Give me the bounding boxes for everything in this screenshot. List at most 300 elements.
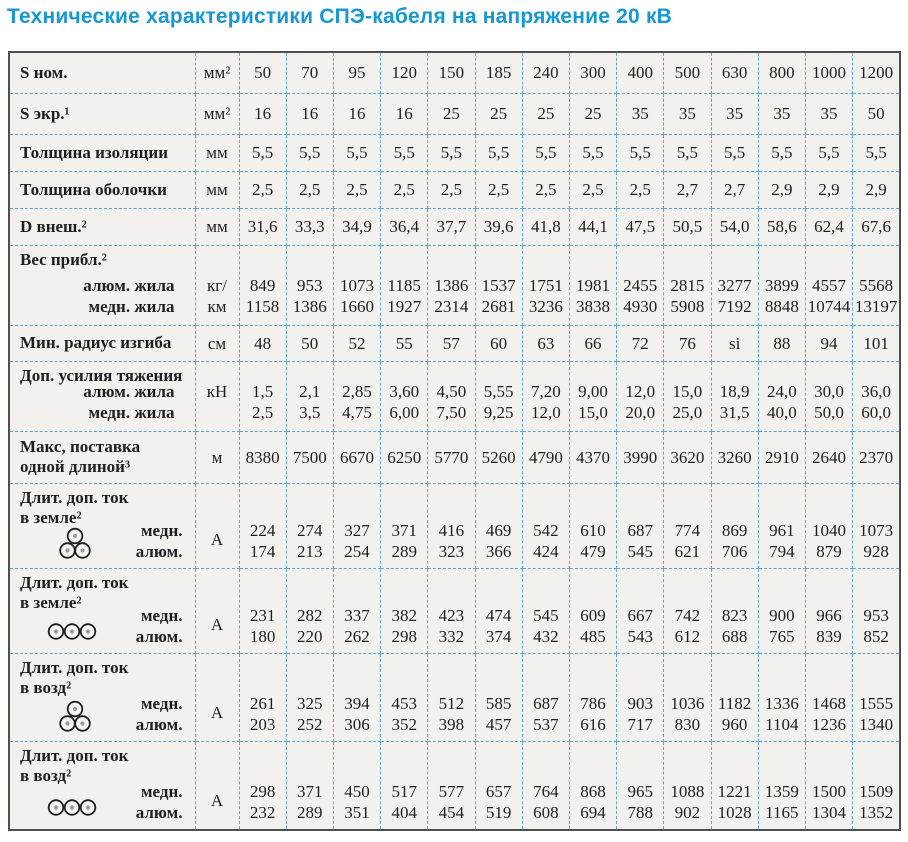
value-cell xyxy=(475,431,522,483)
cell-value: 1221 xyxy=(717,782,752,801)
value-cell xyxy=(853,741,900,830)
value-cell xyxy=(475,568,522,653)
cell-value: 262 xyxy=(344,626,370,646)
cell-value: 2,7 xyxy=(724,180,746,199)
value-cell xyxy=(286,171,333,208)
parameter-label-cell xyxy=(9,431,195,483)
value-cell xyxy=(428,93,475,134)
cell-value: 300 xyxy=(580,63,606,83)
value-cell xyxy=(333,93,380,134)
value-cell xyxy=(381,741,428,830)
value-cell xyxy=(853,245,900,325)
value-cell xyxy=(333,245,380,325)
cell-value: 469 xyxy=(485,520,512,540)
table-row xyxy=(9,171,900,208)
cell-value: 485 xyxy=(580,626,606,646)
parameter-sublabels xyxy=(10,781,195,823)
value-cell xyxy=(428,653,475,741)
cell-value: 306 xyxy=(344,714,370,734)
parameter-sublabels xyxy=(10,605,195,647)
cell-value: 764 xyxy=(533,782,559,801)
cell-value: 545 xyxy=(627,541,653,561)
value-cell xyxy=(428,171,475,208)
cell-value: 774 xyxy=(674,520,701,540)
value-cell xyxy=(853,568,900,653)
parameter-label: в земле² xyxy=(20,507,82,527)
cell-value: 3,5 xyxy=(299,402,321,422)
parameter-label: D внеш.² xyxy=(20,216,87,236)
cell-value: 2314 xyxy=(434,296,469,316)
parameter-label-cell xyxy=(9,568,195,653)
cell-value: 18,9 xyxy=(719,381,750,401)
cell-value: 382 xyxy=(391,605,417,625)
value-cell xyxy=(522,93,569,134)
value-cell xyxy=(711,208,758,245)
table-row xyxy=(9,325,900,361)
value-cell xyxy=(522,325,569,361)
cell-value: 327 xyxy=(344,520,370,540)
parameter-label: Длит. доп. ток xyxy=(20,745,129,765)
cell-value: 54,0 xyxy=(719,217,750,236)
cell-value: 2,9 xyxy=(865,180,887,199)
cell-value: 404 xyxy=(391,803,417,822)
cell-value: 500 xyxy=(674,63,701,83)
parameter-label-cell xyxy=(9,361,195,431)
cell-value: 2,1 xyxy=(299,381,321,401)
unit-cell xyxy=(195,653,239,741)
cell-value: 1468 xyxy=(812,693,847,713)
cell-value: 1073 xyxy=(340,275,374,295)
table-row xyxy=(9,134,900,171)
cell-value: 519 xyxy=(485,803,512,822)
cell-value: 1555 xyxy=(859,693,894,713)
cell-value: 2910 xyxy=(764,447,799,467)
value-cell xyxy=(805,325,852,361)
value-cell xyxy=(428,245,475,325)
parameter-label: Толщина оболочки xyxy=(20,179,167,199)
unit-label xyxy=(196,402,239,423)
value-cell xyxy=(853,52,900,93)
value-cell xyxy=(853,325,900,361)
cell-value: 66 xyxy=(584,333,602,353)
cell-value: 612 xyxy=(674,626,701,646)
value-cell xyxy=(381,208,428,245)
cell-value: 94 xyxy=(820,333,838,353)
cell-value: 1751 xyxy=(528,275,563,295)
value-cell xyxy=(758,741,805,830)
cell-value: 1660 xyxy=(340,296,374,316)
value-cell xyxy=(428,208,475,245)
cell-value: 7,50 xyxy=(436,402,467,422)
cell-value: 5,5 xyxy=(724,143,746,162)
unit-cell xyxy=(195,568,239,653)
cell-value: 788 xyxy=(627,803,653,822)
cell-value: 2,5 xyxy=(582,180,604,199)
table-row xyxy=(9,52,900,93)
cable-spec-table xyxy=(8,51,901,831)
cell-value: 1182 xyxy=(717,693,752,713)
parameter-sublabel: алюм. жила xyxy=(83,275,175,295)
cell-value: 5,5 xyxy=(346,143,368,162)
cell-value: 1386 xyxy=(292,296,327,316)
value-cell xyxy=(428,52,475,93)
cell-value: 25 xyxy=(584,104,602,123)
parameter-sublabel: медн. xyxy=(140,693,183,713)
cell-value: 6250 xyxy=(387,447,422,467)
cell-value: 6670 xyxy=(340,447,374,467)
unit-label: кН xyxy=(206,381,228,401)
cell-value: 325 xyxy=(297,693,323,713)
value-cell xyxy=(569,653,616,741)
cell-value: 289 xyxy=(391,541,417,561)
cell-value: 351 xyxy=(344,803,370,822)
value-cell xyxy=(475,134,522,171)
cell-value: 457 xyxy=(485,714,512,734)
value-cell xyxy=(522,431,569,483)
value-cell xyxy=(758,52,805,93)
cell-value: 332 xyxy=(438,626,465,646)
value-cell xyxy=(239,741,286,830)
cell-value: 58,6 xyxy=(766,217,797,236)
value-cell xyxy=(805,361,852,431)
value-cell xyxy=(711,52,758,93)
cell-value: 966 xyxy=(816,605,842,625)
parameter-sublabel: медн. xyxy=(140,520,183,540)
cell-value: 60 xyxy=(490,333,508,353)
value-cell xyxy=(286,93,333,134)
cell-value: 2,5 xyxy=(629,180,651,199)
cell-value: 231 xyxy=(249,605,276,625)
value-cell xyxy=(428,431,475,483)
value-cell xyxy=(711,325,758,361)
cell-value: 453 xyxy=(391,693,417,713)
cell-value: 5,5 xyxy=(535,143,557,162)
value-cell xyxy=(286,431,333,483)
cell-value: 48 xyxy=(254,333,272,353)
cell-value: 7,20 xyxy=(530,381,561,401)
cell-value: 323 xyxy=(438,541,465,561)
cell-value: 4790 xyxy=(528,447,563,467)
cell-value: 6,00 xyxy=(389,402,420,422)
cell-value: 371 xyxy=(297,782,323,801)
cell-value: 1028 xyxy=(717,803,752,822)
value-cell xyxy=(617,741,664,830)
cell-value: 289 xyxy=(297,803,323,822)
cell-value: 2681 xyxy=(481,296,516,316)
value-cell xyxy=(475,361,522,431)
unit-cell xyxy=(195,208,239,245)
value-cell xyxy=(522,361,569,431)
cell-value: 5,5 xyxy=(251,143,274,162)
value-cell xyxy=(758,134,805,171)
cell-value: 5,5 xyxy=(865,143,887,162)
cell-value: 24,0 xyxy=(766,381,797,401)
cell-value: 2,5 xyxy=(251,402,274,422)
parameter-label: в земле² xyxy=(20,592,82,612)
parameter-label-cell xyxy=(9,208,195,245)
cell-value: 374 xyxy=(485,626,512,646)
cell-value: 2,5 xyxy=(487,180,510,199)
cell-value: 794 xyxy=(769,541,795,561)
value-cell xyxy=(664,483,711,568)
value-cell xyxy=(569,134,616,171)
value-cell xyxy=(428,325,475,361)
value-cell xyxy=(617,361,664,431)
value-cell xyxy=(805,93,852,134)
value-cell xyxy=(617,245,664,325)
value-cell xyxy=(853,653,900,741)
cell-value: 35 xyxy=(820,104,838,123)
unit-label: мм xyxy=(206,217,228,236)
cell-value: 5,5 xyxy=(440,143,463,162)
cell-value: 63 xyxy=(537,333,555,353)
table-row xyxy=(9,483,900,568)
value-cell xyxy=(711,568,758,653)
parameter-label: Длит. доп. ток xyxy=(20,487,129,507)
cell-value: 454 xyxy=(438,803,465,822)
value-cell xyxy=(333,483,380,568)
value-cell xyxy=(758,653,805,741)
value-cell xyxy=(664,431,711,483)
cell-value: 2,5 xyxy=(535,180,557,199)
cell-value: 25,0 xyxy=(672,402,703,422)
parameter-label: S экр.¹ xyxy=(20,103,70,123)
value-cell xyxy=(333,52,380,93)
parameter-label: Мин. радиус изгиба xyxy=(20,333,172,352)
cell-value: 3236 xyxy=(528,296,563,316)
value-cell xyxy=(475,741,522,830)
value-cell xyxy=(805,52,852,93)
value-cell xyxy=(664,741,711,830)
cell-value: 34,9 xyxy=(342,217,372,236)
value-cell xyxy=(286,325,333,361)
parameter-label: одной длиной³ xyxy=(20,457,131,476)
cell-value: 800 xyxy=(769,63,795,83)
cell-value: 902 xyxy=(674,803,701,822)
unit-label: м xyxy=(211,447,223,467)
cell-value: 687 xyxy=(627,520,653,540)
parameter-sublabel: алюм. xyxy=(135,541,183,561)
cell-value: 1104 xyxy=(765,714,799,734)
value-cell xyxy=(805,568,852,653)
cell-value: 839 xyxy=(816,626,842,646)
cell-value: 1088 xyxy=(670,782,705,801)
value-cell xyxy=(711,483,758,568)
value-cell xyxy=(381,483,428,568)
cell-value: 366 xyxy=(485,541,512,561)
value-cell xyxy=(853,134,900,171)
cell-value: 224 xyxy=(249,520,276,540)
cell-value: 30,0 xyxy=(814,381,844,401)
value-cell xyxy=(805,483,852,568)
cell-value: 1236 xyxy=(812,714,847,734)
cell-value: 542 xyxy=(533,520,559,540)
value-cell xyxy=(805,171,852,208)
cell-value: 2,5 xyxy=(299,180,321,199)
cell-value: 2,5 xyxy=(251,180,274,199)
value-cell xyxy=(475,245,522,325)
cell-value: 1036 xyxy=(670,693,705,713)
cell-value: 16 xyxy=(348,104,366,123)
cell-value: 62,4 xyxy=(814,217,844,236)
cell-value: 416 xyxy=(438,520,465,540)
value-cell xyxy=(617,483,664,568)
unit-label: км xyxy=(207,296,227,316)
cell-value: 742 xyxy=(674,605,701,625)
value-cell xyxy=(664,52,711,93)
cell-value: 33,3 xyxy=(294,217,325,236)
value-cell xyxy=(475,325,522,361)
value-cell xyxy=(617,52,664,93)
cell-value: 1158 xyxy=(245,296,280,316)
cell-value: 76 xyxy=(678,333,696,353)
cell-value: 240 xyxy=(533,63,559,83)
value-cell xyxy=(475,171,522,208)
unit-cell xyxy=(195,93,239,134)
value-cell xyxy=(664,134,711,171)
value-cell xyxy=(711,741,758,830)
cell-value: 35 xyxy=(678,104,696,123)
cell-value: 4557 xyxy=(812,275,847,295)
parameter-label-cell xyxy=(9,741,195,830)
cell-value: 1304 xyxy=(812,803,847,822)
cell-value: 4,75 xyxy=(342,402,372,422)
cell-value: 610 xyxy=(580,520,606,540)
parameter-label: S ном. xyxy=(20,62,68,82)
value-cell xyxy=(522,245,569,325)
cell-value: 120 xyxy=(391,63,417,83)
cell-value: si xyxy=(728,333,741,353)
cell-value: 220 xyxy=(297,626,323,646)
value-cell xyxy=(428,134,475,171)
cell-value: 39,6 xyxy=(483,217,514,236)
value-cell xyxy=(239,568,286,653)
cell-value: 2,5 xyxy=(440,180,463,199)
cell-value: 3899 xyxy=(764,275,799,295)
value-cell xyxy=(286,208,333,245)
cell-value: 2,9 xyxy=(771,180,793,199)
cell-value: 5,5 xyxy=(818,143,840,162)
cell-value: 13197 xyxy=(854,296,898,316)
cell-value: 150 xyxy=(438,63,465,83)
cell-value: 2,5 xyxy=(346,180,368,199)
value-cell xyxy=(381,171,428,208)
cell-value: 2,85 xyxy=(342,381,372,401)
cell-value: 1073 xyxy=(859,520,894,540)
value-cell xyxy=(522,208,569,245)
cell-value: 31,5 xyxy=(719,402,750,422)
value-cell xyxy=(522,741,569,830)
cell-value: 1000 xyxy=(812,63,847,83)
value-cell xyxy=(711,431,758,483)
value-cell xyxy=(758,325,805,361)
value-cell xyxy=(569,171,616,208)
parameter-sublabel: медн. жила xyxy=(88,402,175,422)
cell-value: 5,5 xyxy=(771,143,793,162)
value-cell xyxy=(569,431,616,483)
cell-value: 16 xyxy=(254,104,272,123)
parameter-sublabel: алюм. жила xyxy=(83,381,175,401)
cell-value: 517 xyxy=(391,782,417,801)
value-cell xyxy=(664,93,711,134)
value-cell xyxy=(569,325,616,361)
value-cell xyxy=(333,431,380,483)
value-cell xyxy=(239,483,286,568)
cell-value: 40,0 xyxy=(766,402,797,422)
value-cell xyxy=(805,245,852,325)
value-cell xyxy=(805,208,852,245)
value-cell xyxy=(286,653,333,741)
cell-value: 8848 xyxy=(764,296,799,316)
cell-value: 3620 xyxy=(670,447,705,467)
cell-value: 823 xyxy=(721,605,748,625)
cell-value: 232 xyxy=(249,803,276,822)
value-cell xyxy=(428,568,475,653)
table-row xyxy=(9,93,900,134)
value-cell xyxy=(758,208,805,245)
cell-value: 621 xyxy=(674,541,701,561)
cell-value: 879 xyxy=(816,541,842,561)
value-cell xyxy=(711,134,758,171)
cell-value: 5,5 xyxy=(299,143,321,162)
value-cell xyxy=(286,483,333,568)
cell-value: 5,5 xyxy=(393,143,415,162)
cell-value: 717 xyxy=(627,714,653,734)
page-title: Технические характеристики СПЭ-кабеля на напряжение 20 кВ xyxy=(7,5,673,28)
cell-value: 1537 xyxy=(481,275,516,295)
cell-value: 3,60 xyxy=(389,381,420,401)
cell-value: 694 xyxy=(580,803,606,822)
value-cell xyxy=(569,245,616,325)
value-cell xyxy=(664,653,711,741)
value-cell xyxy=(239,93,286,134)
value-cell xyxy=(522,483,569,568)
cell-value: 394 xyxy=(344,693,370,713)
parameter-sublabel: медн. xyxy=(140,782,183,801)
cell-value: 961 xyxy=(769,520,795,540)
cell-value: 616 xyxy=(580,714,606,734)
value-cell xyxy=(333,208,380,245)
unit-cell xyxy=(195,171,239,208)
cell-value: 1165 xyxy=(765,803,799,822)
value-cell xyxy=(664,171,711,208)
cell-value: 180 xyxy=(249,626,276,646)
value-cell xyxy=(522,653,569,741)
cell-value: 1981 xyxy=(576,275,611,295)
cell-value: 608 xyxy=(533,803,559,822)
value-cell xyxy=(664,568,711,653)
value-cell xyxy=(758,431,805,483)
cell-value: 7500 xyxy=(292,447,327,467)
cell-value: 424 xyxy=(533,541,559,561)
value-cell xyxy=(617,653,664,741)
cell-value: 706 xyxy=(721,541,748,561)
table-row xyxy=(9,361,900,431)
value-cell xyxy=(428,741,475,830)
unit-label: мм xyxy=(206,180,228,199)
cell-value: 101 xyxy=(863,333,889,353)
value-cell xyxy=(617,208,664,245)
cell-value: 252 xyxy=(297,714,323,734)
cell-value: 687 xyxy=(533,693,559,713)
value-cell xyxy=(758,171,805,208)
cell-value: 36,4 xyxy=(389,217,420,236)
cell-value: 4370 xyxy=(576,447,611,467)
cell-value: 352 xyxy=(391,714,417,734)
unit-cell xyxy=(195,325,239,361)
cell-value: 37,7 xyxy=(436,217,467,236)
value-cell xyxy=(286,568,333,653)
